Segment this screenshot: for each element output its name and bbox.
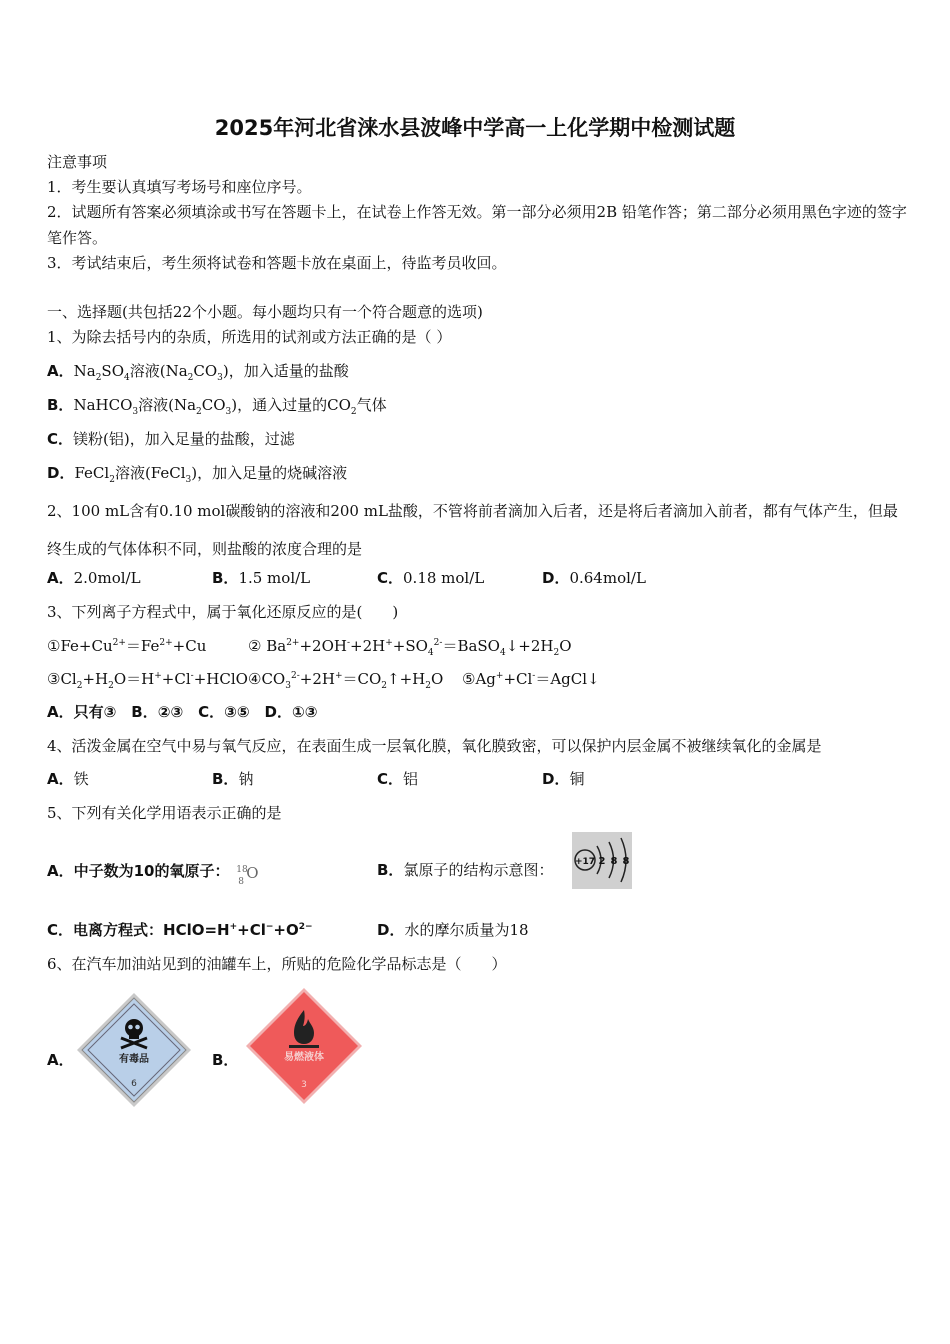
notice-item: 1．考生要认真填写考场号和座位序号。 [47,178,312,196]
question-3-stem: 3、下列离子方程式中，属于氧化还原反应的是( ) [47,603,399,621]
q2-option-d: D．0.64mol/L [542,569,646,587]
q1-option-a: A．$Na_2SO_4$溶液$(Na_2CO_3)$，加入适量的盐酸 [47,362,349,383]
q3-options: A．只有③ B．②③ C．③⑤ D．①③ [47,703,318,721]
notice-item: 2．试题所有答案必须填涂或书写在答题卡上，在试卷上作答无效。第一部分必须用2B 铅笔作答；第二部分必须用黑色字迹的签字笔作答。 [47,203,907,247]
flammable-liquid-sign [244,986,364,1106]
q6-option-b-label: B． [212,1051,239,1069]
chlorine-atom-diagram [572,832,632,889]
page-title: 2025年河北省涞水县波峰中学高一上化学期中检测试题 [214,116,736,140]
notice-heading: 注意事项 [47,153,108,171]
q4-option-a: A．铁 [47,770,89,788]
atom-shell-2-electrons: 8 [610,856,618,867]
question-1-stem: 1、为除去括号内的杂质，所选用的试剂或方法正确的是（ ） [47,328,452,346]
q5-option-d: D．水的摩尔质量为18 [377,921,529,939]
q4-option-d: D．铜 [542,770,585,788]
toxic-sign-number: 6 [131,1079,137,1089]
q2-option-b: B．1.5 mol/L [212,569,311,587]
atom-nucleus-label: +17 [574,857,596,867]
question-2-stem: 2、100 mL含有0.10 mol碳酸钠的溶液和200 mL盐酸，不管将前者滴加入后者，还是将后者滴加入前者，都有气体产生，但最终生成的气体体积不同，则盐酸的浓度合理的是 [47,502,898,558]
q5-option-b: B．氯原子的结构示意图： [377,861,554,879]
q2-option-c: C．0.18 mol/L [377,569,485,587]
q3-reaction-5: ⑤Ag++Cl-＝AgCl↓ [462,670,600,688]
q5-option-a: A．中子数为10的氧原子： 18 8 O [47,862,259,887]
q3-reaction-3: $③Cl_2+H_2O=H^++Cl^-+HClO$ [47,670,248,691]
toxic-sign-text: 有毒品 [119,1054,149,1065]
atom-shell-3-electrons: 8 [622,856,630,867]
q3-reaction-4: $④CO_3^{2-}+2H^+=CO_2↑+H_2O$ [248,670,444,691]
atom-shell-1-electrons: 2 [598,856,606,867]
q3-reaction-2: ② $Ba^{2+}+2OH^-+2H^++SO_4^{2-}=BaSO_4↓+2H_2O$ [248,637,572,658]
q3-reaction-1: $①Fe+Cu^{2+}=Fe^{2+}+Cu$ [47,637,207,655]
question-6-stem: 6、在汽车加油站见到的油罐车上，所贴的危险化学品标志是（ ） [47,955,507,973]
q1-option-c: C．镁粉(铝)，加入足量的盐酸，过滤 [47,430,295,448]
section-heading: 一、选择题(共包括22个小题。每小题均只有一个符合题意的选项) [47,303,483,321]
flammable-sign-number: 3 [301,1080,307,1090]
question-4-stem: 4、活泼金属在空气中易与氧气反应，在表面生成一层氧化膜，氧化膜致密，可以保护内层金属不被继续氧化的金属是 [47,737,822,755]
oxygen-isotope-symbol: 18 8 O [236,864,259,887]
q2-option-a: A．2.0mol/L [47,569,141,587]
notice-item: 3．考试结束后，考生须将试卷和答题卡放在桌面上，待监考员收回。 [47,254,507,272]
q4-option-b: B．钠 [212,770,254,788]
q6-option-a-label: A． [47,1051,74,1069]
toxic-hazard-sign [74,990,194,1110]
q1-option-b: B．NaHCO$_3$溶液$(Na_2CO_3)$，通入过量的$CO_2$气体 [47,396,387,417]
flammable-sign-text: 易燃液体 [284,1052,324,1063]
q4-option-c: C．铝 [377,770,419,788]
question-5-stem: 5、下列有关化学用语表示正确的是 [47,804,282,822]
q5-option-c: C．电离方程式：$HClO=H^++Cl^-+O^{2-}$ [47,921,313,939]
q1-option-d: D．FeCl$_2$溶液(FeCl$_3$)，加入足量的烧碱溶液 [47,464,348,485]
